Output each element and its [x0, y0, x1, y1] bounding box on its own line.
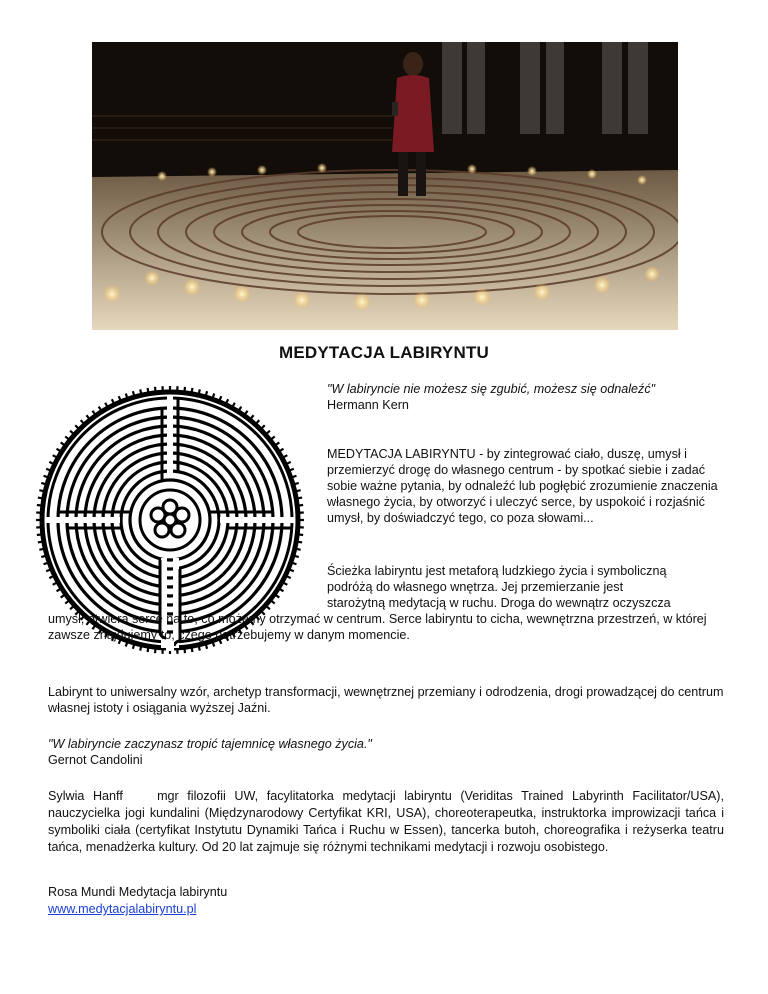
bio-text: mgr filozofii UW, facylitatorka medytacji labiryntu (Veriditas Trained Labyrinth Facilitator/USA), nauczycielka jogi kundalini (Międzynarodowy Certyfikat KRI, USA), choreoterapeutka, instruktorka improwizacji tańca i symboliki ciała (certyfikat Instytutu Dynamiki Tańca i Ruchu w Essen), tancerka butoh, choreografika i reżyserka teatru tańca, menadżerka kultury. Od 20 lat zajmuje się różnymi technikami medytacji i rozwoju osobistego. — [48, 789, 725, 854]
photo-illustration — [92, 42, 678, 330]
intro-paragraph: MEDYTACJA LABIRYNTU - by zintegrować ciało, duszę, umysł i przemierzyć drogę do własnego centrum - by spotkać siebie i zadać sobie ważne pytania, by odnaleźć lub pogłębić zrozumienie znaczenia własnego życia, by otworzyć i uleczyć serce, by uspokoić i rozjaśnić umysł, by doświadczyć tego, co poza słowami... — [327, 447, 718, 525]
metaphor-line-3: starożytną medytacją w ruchu. Droga do wewnątrz oczyszcza — [327, 596, 671, 610]
footer-org: Rosa Mundi Medytacja labiryntu — [48, 885, 228, 899]
quote-kern-author: Hermann Kern — [327, 398, 409, 412]
metaphor-line-1: Ścieżka labiryntu jest metaforą ludzkiego życia i symboliczną — [327, 564, 667, 578]
quote-candolini-text: "W labiryncie zaczynasz tropić tajemnicę własnego życia." — [48, 737, 372, 751]
footer — [48, 884, 728, 918]
metaphor-paragraph — [48, 563, 728, 643]
metaphor-line-2: podróżą do własnego wnętrza. Jej przemierzanie jest — [327, 580, 624, 594]
website-link[interactable]: www.medytacjalabiryntu.pl — [48, 902, 197, 916]
bio-name: Sylwia Hanff — [48, 789, 123, 803]
quote-candolini-author: Gernot Candolini — [48, 753, 143, 767]
author-bio — [48, 788, 724, 856]
metaphor-rest: umysł, otwiera serce na to, co możemy otrzymać w centrum. Serce labiryntu to cicha, wewnętrzna przestrzeń, w której zawsze znajdujemy to, czego potrzebujemy w danym momencie. — [48, 612, 707, 642]
archetype-paragraph: Labirynt to uniwersalny wzór, archetyp transformacji, wewnętrznej przemiany i odrodzenia, drogi prowadzącej do centrum własnej istoty i osiągania wyższej Jaźni. — [48, 685, 724, 715]
quote-candolini — [48, 736, 728, 768]
quote-kern — [327, 381, 727, 413]
labyrinth-walk-photo — [92, 42, 678, 330]
quote-kern-text: "W labiryncie nie możesz się zgubić, możesz się odnaleźć" — [327, 382, 656, 396]
page-title: MEDYTACJA LABIRYNTU — [279, 343, 489, 362]
